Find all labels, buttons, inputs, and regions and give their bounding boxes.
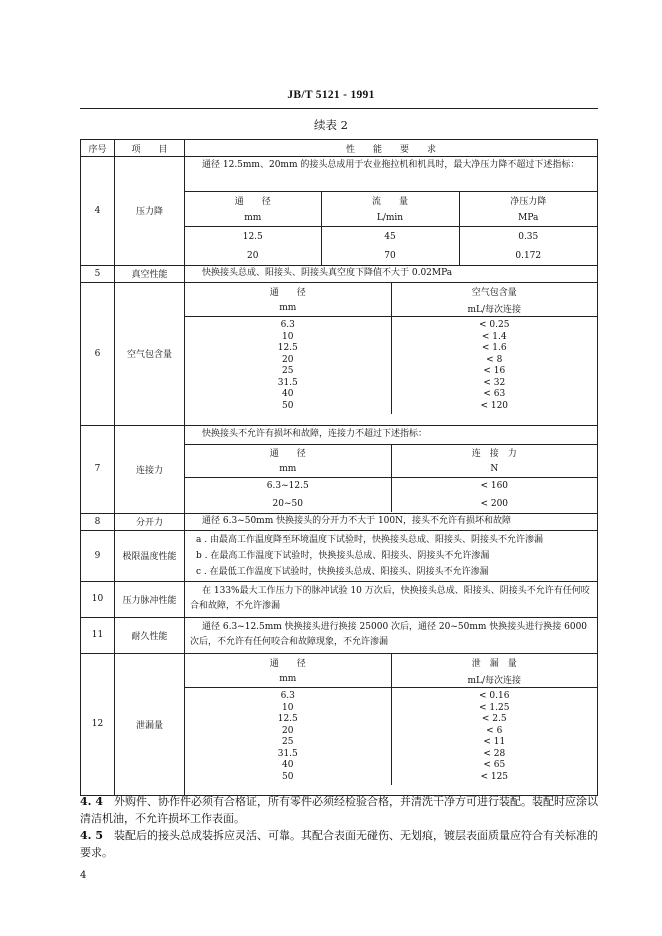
list-value: 25 <box>282 366 294 376</box>
col-head: 泄 漏 量 <box>391 654 597 672</box>
table-header-row <box>81 140 598 157</box>
page-number: 4 <box>80 870 87 881</box>
list-value: 12.5 <box>277 714 298 724</box>
diameter-list <box>185 688 391 786</box>
row-text: 通径 12.5mm、20mm 的接头总成用于农业拖拉机和机具时，最大净压力降不超过下述指标： <box>202 160 580 170</box>
list-value: 6.3 <box>280 320 295 330</box>
paragraph-4-5 <box>80 827 600 861</box>
list-value: < 11 <box>483 737 506 747</box>
list-value: < 1.6 <box>481 343 507 353</box>
row-text: 快换接头总成、阳接头、阴接头真空度下降值不大于 0.02MPa <box>185 265 598 282</box>
header-item: 项 目 <box>115 140 185 157</box>
col-unit: mm <box>279 463 297 474</box>
list-value: 12.5 <box>277 343 298 353</box>
table-row <box>81 513 598 530</box>
cell: 0.35 <box>459 227 597 247</box>
list-value: < 1.4 <box>481 331 507 342</box>
header-rule <box>80 108 598 109</box>
cell: 6.3~12.5 <box>185 477 391 495</box>
header-no: 序号 <box>81 140 115 157</box>
row-no: 12 <box>81 653 115 795</box>
table-row <box>81 617 598 653</box>
list-value: 6.3 <box>280 691 295 701</box>
table-row <box>81 425 598 513</box>
cell: 20~50 <box>272 498 303 509</box>
row-text: c . 在最低工作温度下试验时，快换接头总成、阳接头、阴接头不允许渗漏 <box>196 566 489 577</box>
col-head: 通 径 <box>269 659 306 669</box>
paragraph-text: 装配后的接头总成装拆应灵活、可靠。其配合表面无碰伤、无划痕，镀层表面质量应符合有关标准的要求。 <box>80 829 598 859</box>
row-item: 极限温度性能 <box>115 530 185 581</box>
table-row <box>81 581 598 617</box>
standard-number: JB/T 5121 - 1991 <box>287 89 375 101</box>
col-head: 流 量 <box>321 192 459 210</box>
list-value: < 2.5 <box>481 714 507 724</box>
row-item: 连接力 <box>115 425 185 513</box>
table-row <box>81 530 598 581</box>
col-head: 空气包含量 <box>391 283 597 301</box>
list-value: < 1.25 <box>479 702 510 713</box>
list-value: < 28 <box>483 748 506 759</box>
row-item: 泄漏量 <box>115 653 185 795</box>
list-value: 31.5 <box>277 377 298 388</box>
row-item: 真空性能 <box>115 265 185 282</box>
list-value: < 125 <box>480 771 509 782</box>
row-no: 5 <box>81 265 115 282</box>
cell: 0.172 <box>459 247 597 265</box>
row-item: 分开力 <box>115 513 185 530</box>
row-item: 压力脉冲性能 <box>115 581 185 617</box>
row-text: a . 由最高工作温度降至环境温度下试验时，快换接头总成、阳接头、阴接头不允许渗漏 <box>196 534 543 545</box>
row-item: 空气包含量 <box>115 282 185 425</box>
list-value: 40 <box>282 389 294 399</box>
list-value: 40 <box>282 760 294 770</box>
table-row <box>81 157 598 266</box>
paragraph-number: 4. 4 <box>80 795 103 808</box>
inner-table <box>185 191 597 265</box>
col-unit: mL/每次连接 <box>391 301 597 317</box>
inner-table <box>185 654 597 786</box>
col-head: 净压力降 <box>459 192 597 210</box>
list-value: 20 <box>282 354 294 365</box>
cell: 45 <box>321 227 459 247</box>
row-text: 通径 6.3~50mm 快换接头的分开力不大于 100N，接头不允许有损坏和故障 <box>185 513 598 530</box>
list-value: 10 <box>282 331 294 342</box>
table-row <box>81 265 598 282</box>
row-text: b . 在最高工作温度下试验时，快换接头总成、阳接头、阴接头不允许渗漏 <box>196 550 490 561</box>
row-no: 6 <box>81 282 115 425</box>
list-value: < 16 <box>483 366 506 376</box>
list-value: < 63 <box>483 389 506 399</box>
row-no: 10 <box>81 581 115 617</box>
row-item: 压力降 <box>115 157 185 266</box>
col-head: 通 径 <box>185 192 321 210</box>
row-item: 耐久性能 <box>115 617 185 653</box>
list-value: 50 <box>282 400 294 411</box>
col-unit: mm <box>244 212 262 223</box>
requirements-table <box>80 139 598 796</box>
list-value: < 120 <box>480 400 509 411</box>
col-head: 通 径 <box>269 288 306 298</box>
list-value: 50 <box>282 771 294 782</box>
list-value: < 0.16 <box>479 691 510 701</box>
inner-table <box>185 283 597 415</box>
row-no: 9 <box>81 530 115 581</box>
row-no: 7 <box>81 425 115 513</box>
col-unit: mm <box>279 303 297 314</box>
paragraph-number: 4. 5 <box>80 829 103 842</box>
value-list <box>391 317 597 415</box>
cell: < 200 <box>391 495 597 512</box>
row-text: 在 133%最大工作压力下的脉冲试验 10 万次后，快换接头总成、阳接头、阴接头不允许有任何咬合和故障，不允许渗漏 <box>185 581 598 617</box>
list-value: 10 <box>282 702 294 713</box>
row-no: 4 <box>81 157 115 266</box>
row-no: 8 <box>81 513 115 530</box>
col-head: 通 径 <box>185 444 391 461</box>
list-value: 20 <box>282 725 294 736</box>
list-value: < 65 <box>483 760 506 770</box>
list-value: 31.5 <box>277 748 298 759</box>
table-caption: 续表 2 <box>314 118 348 132</box>
cell: 70 <box>321 247 459 265</box>
col-head: 连 接 力 <box>391 444 597 461</box>
col-unit: mm <box>279 674 297 685</box>
list-value: < 0.25 <box>479 320 510 330</box>
cell: 20 <box>247 250 259 261</box>
row-text: 通径 6.3~12.5mm 快换接头进行换接 25000 次后，通径 20~50mm 快换接头进行换接 6000 次后，不允许有任何咬合和故障现象，不允许渗漏 <box>185 617 598 653</box>
row-no: 11 <box>81 617 115 653</box>
diameter-list <box>185 317 391 415</box>
cell: 12.5 <box>185 227 321 247</box>
col-unit: mL/每次连接 <box>391 672 597 688</box>
col-unit: N <box>391 461 597 477</box>
list-value: < 8 <box>486 354 503 365</box>
table-row <box>81 653 598 795</box>
col-unit: L/min <box>321 210 459 227</box>
list-value: < 32 <box>483 377 506 388</box>
table-row <box>81 282 598 425</box>
row-text: 快换接头不允许有损坏和故障，连接力不超过下述指标： <box>202 428 428 439</box>
value-list <box>391 688 597 786</box>
list-value: 25 <box>282 737 294 747</box>
list-value: < 6 <box>486 725 503 736</box>
paragraph-4-4 <box>80 793 600 827</box>
paragraph-text: 外购件、协作件必须有合格证，所有零件必须经检验合格，并清洗干净方可进行装配。装配时应涂以清洁机油，不允许损坏工作表面。 <box>80 795 598 825</box>
header-perf: 性 能 要 求 <box>185 140 598 157</box>
cell: < 160 <box>391 477 597 495</box>
inner-table <box>185 444 597 513</box>
col-unit: MPa <box>459 210 597 227</box>
